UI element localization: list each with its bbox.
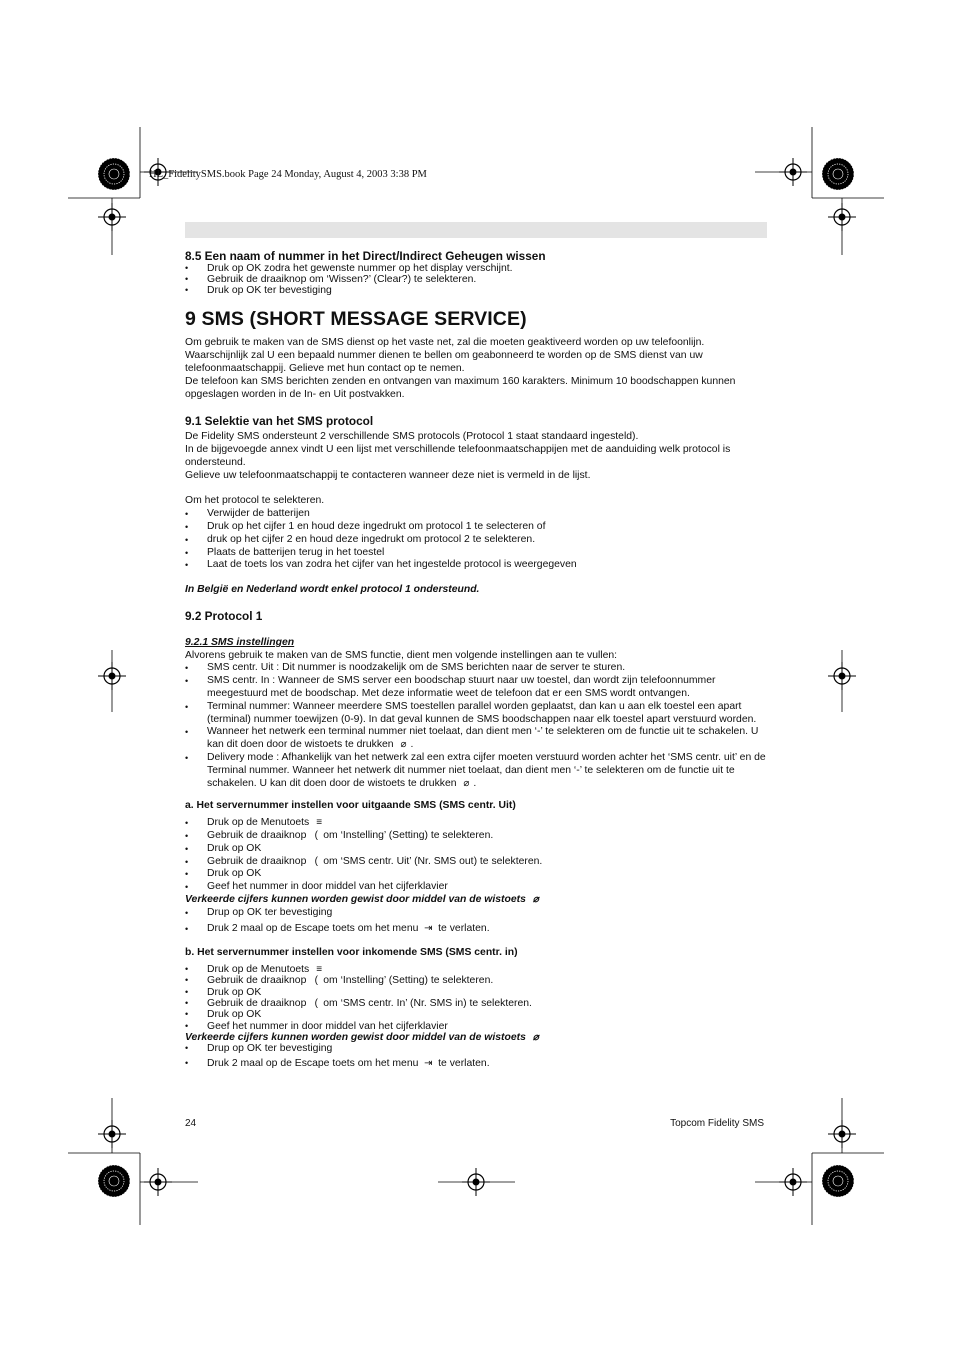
list-item: • Gebruik de draaiknop om ‘Wissen?’ (Clear?) te selekteren.: [185, 274, 767, 285]
rotary-knob-icon: (: [314, 855, 318, 867]
item-text: Gebruik de draaiknop: [207, 998, 307, 1010]
paragraph: Waarschijnlijk zal U een bepaald nummer dienen te bellen om geabonneerd te worden op de SMS dienst van uw telefoonmaatschappij. Gelieve met hun contact op te nemen.: [185, 350, 703, 375]
print-header: HL_FidelitySMS.book Page 24 Monday, August 4, 2003 3:38 PM: [149, 169, 427, 180]
list-item: [185, 817, 767, 830]
paragraph: Om het protocol te selekteren.: [185, 495, 325, 507]
escape-key-icon: ⇥: [424, 1057, 433, 1069]
item-text: Druk 2 maal op de Escape toets om het menu: [207, 1057, 419, 1069]
item-text: om ‘Instelling’ (Setting) te selekteren.: [323, 829, 494, 841]
section-9-1-body: [185, 431, 767, 508]
list-item: • Druk op OK: [185, 1009, 767, 1020]
list-item: [185, 923, 767, 936]
item-text: om ‘Instelling’ (Setting) te selekteren.: [323, 975, 494, 987]
section-9-2-title: 9.2 Protocol 1: [185, 609, 263, 624]
paragraph: Alvorens gebruik te maken van de SMS functie, dient men volgende instellingen aan te vullen:: [185, 649, 618, 661]
rotary-knob-icon: (: [314, 998, 318, 1010]
item-text: te verlaten.: [438, 1057, 490, 1069]
item-text: Druk 2 maal op de Escape toets om het menu: [207, 922, 419, 934]
section-b-final-steps: [185, 1043, 767, 1069]
paragraph: De telefoon kan SMS berichten zenden en ontvangen van maximum 160 karakters. Minimum 10 boodschappen kunnen opgeslagen worden in de In- en Uit postvakken.: [185, 375, 736, 400]
list-item: • druk op het cijfer 2 en houd deze ingedrukt om protocol 2 te selekteren.: [185, 534, 767, 547]
item-text: om ‘SMS centr. Uit’ (Nr. SMS out) te selekteren.: [323, 855, 543, 867]
section-a-steps: [185, 817, 767, 894]
section-a-final-steps: [185, 907, 767, 936]
item-text: Gebruik de draaiknop: [207, 975, 307, 987]
list-item: [185, 1058, 767, 1069]
section-b-title: b. Het servernummer instellen voor inkomende SMS (SMS centr. in): [185, 947, 518, 959]
menu-icon: ≡: [316, 964, 323, 976]
escape-key-icon: ⇥: [424, 922, 433, 934]
clear-key-icon: ⌀: [463, 777, 470, 789]
list-item: • Druk op OK ter bevestiging: [185, 285, 767, 296]
sms-settings-list: [185, 662, 767, 790]
list-item: • Drup op OK ter bevestiging: [185, 907, 767, 920]
section-a-note: [185, 894, 767, 907]
header-band: [185, 222, 767, 238]
clear-key-icon: ⌀: [532, 893, 539, 905]
item-text: te verlaten.: [438, 922, 490, 934]
clear-key-icon: ⌀: [400, 739, 407, 751]
list-item: • Druk op het cijfer 1 en houd deze ingedrukt om protocol 1 te selecteren of: [185, 521, 767, 534]
item-text: Gebruik de draaiknop: [207, 855, 307, 867]
list-item: [185, 856, 767, 869]
paragraph: Gelieve uw telefoonmaatschappij te contacteren wanneer deze niet is vermeld in de lijst.: [185, 469, 591, 481]
list-item: • Wanneer het netwerk een terminal nummer niet toelaat, dan dient men ‘-’ te selekteren om de functie uit te schakelen. U kan dit doen door de wistoets te drukken ⌀ .: [185, 726, 767, 752]
item-text: Delivery mode : Afhankelijk van het netwerk zal een extra cijfer moeten verstuurd worden achter het ‘SMS centr. uit’ en de Terminal nummer. Wanneer het netwerk dit nummer niet toelaat, dan dient men ‘-’ te selekteren om de functie uit te schakelen. U kan dit doen door de wistoets te drukken: [207, 752, 766, 789]
section-a-title: a. Het servernummer instellen voor uitgaande SMS (SMS centr. Uit): [185, 800, 516, 812]
note-text: Verkeerde cijfers kunnen worden gewist door middel van de wistoets: [185, 893, 526, 905]
footer-brand: Topcom Fidelity SMS: [670, 1118, 764, 1129]
rotary-knob-icon: (: [314, 829, 318, 841]
list-item: • Druk op OK: [185, 843, 767, 856]
list-item: • Verwijder de batterijen: [185, 508, 767, 521]
protocol-note: In België en Nederland wordt enkel protocol 1 ondersteund.: [185, 584, 480, 596]
item-text: Wanneer het netwerk een terminal nummer niet toelaat, dan dient men ‘-’ te selekteren om de functie uit te schakelen. U kan dit doen door de wistoets te drukken: [207, 726, 759, 751]
list-item: [185, 998, 767, 1009]
section-b-steps: [185, 964, 767, 1032]
list-item: • SMS centr. In : Wanneer de SMS server een boodschap stuurt naar uw toestel, dan wordt zijn telefoonnummer meegestuurd met de boodschap. Met deze informatie weet de telefoon dat er een SMS wordt ontvangen.: [185, 675, 767, 701]
menu-icon: ≡: [316, 817, 323, 829]
paragraph: In de bijgevoegde annex vindt U een lijst met verschillende telefoonmaatschappijen met de aanduiding welk protocol is ondersteund.: [185, 444, 731, 468]
page-number: 24: [185, 1118, 197, 1129]
list-item: • Terminal nummer: Wanneer meerdere SMS toestellen parallel worden geplaatst, dan kan u aan elk toestel een apart (terminal) nummer toewijzen (0-9). In dat geval kunnen de SMS boodschappen naar elk toestel apart verstuurd worden.: [185, 701, 767, 727]
list-item: • Druk op OK: [185, 987, 767, 998]
paragraph: De Fidelity SMS ondersteunt 2 verschillende SMS protocols (Protocol 1 staat standaard ingesteld).: [185, 431, 639, 443]
chapter-9-title: 9 SMS (SHORT MESSAGE SERVICE): [185, 307, 527, 330]
note-text: Verkeerde cijfers kunnen worden gewist door middel van de wistoets: [185, 1031, 526, 1043]
section-9-1-steps: [185, 508, 767, 572]
list-item: [185, 975, 767, 986]
list-item: • Geef het nummer in door middel van het cijferklavier: [185, 1021, 767, 1032]
list-item: [185, 830, 767, 843]
list-item: • Druk op OK: [185, 868, 767, 881]
clear-key-icon: ⌀: [532, 1031, 539, 1043]
list-item: • Delivery mode : Afhankelijk van het netwerk zal een extra cijfer moeten verstuurd worden achter het ‘SMS centr. uit’ en de Terminal nummer. Wanneer het netwerk dit nummer niet toelaat, dan dient men ‘-’ te selekteren om de functie uit te schakelen. U kan dit doen door de wistoets te drukken ⌀ .: [185, 752, 767, 790]
item-text: Druk op de Menutoets: [207, 817, 310, 829]
list-item: • Laat de toets los van zodra het cijfer van het ingestelde protocol is weergegeven: [185, 559, 767, 572]
list-item: • Druk op OK zodra het gewenste nummer op het display verschijnt.: [185, 263, 767, 274]
item-text: Gebruik de draaiknop: [207, 829, 307, 841]
list-item: • SMS centr. Uit : Dit nummer is noodzakelijk om de SMS berichten naar de server te sturen.: [185, 662, 767, 675]
list-item: • Drup op OK ter bevestiging: [185, 1043, 767, 1054]
list-item: • Geef het nummer in door middel van het cijferklavier: [185, 881, 767, 894]
list-item: [185, 964, 767, 975]
page-content: [185, 250, 767, 1069]
item-text: Druk op de Menutoets: [207, 964, 310, 976]
chapter-9-intro: [185, 337, 767, 401]
section-b-note: [185, 1032, 767, 1043]
rotary-knob-icon: (: [314, 975, 318, 987]
section-8-5-title: 8.5 Een naam of nummer in het Direct/Indirect Geheugen wissen: [185, 249, 546, 263]
section-9-2-1-title: 9.2.1 SMS instellingen: [185, 636, 295, 648]
section-9-1-title: 9.1 Selektie van het SMS protocol: [185, 414, 374, 429]
list-item: • Plaats de batterijen terug in het toestel: [185, 547, 767, 560]
section-8-5-list: [185, 263, 767, 297]
paragraph: Om gebruik te maken van de SMS dienst op het vaste net, zal die moeten geaktiveerd worden op uw telefoonlijn.: [185, 337, 705, 349]
item-text: om ‘SMS centr. In’ (Nr. SMS in) te selekteren.: [323, 998, 532, 1010]
